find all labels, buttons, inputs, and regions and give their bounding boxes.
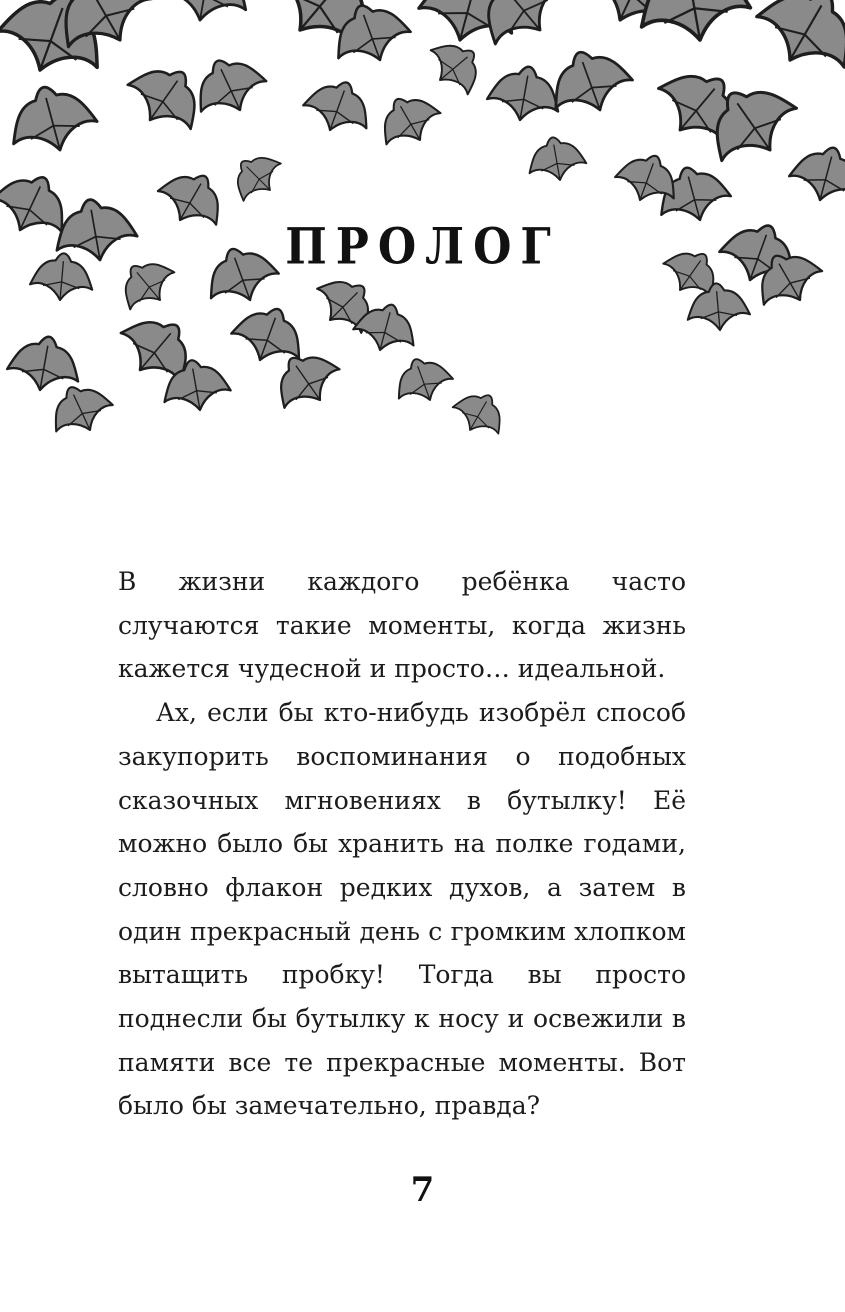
- body-text: [118, 560, 686, 1128]
- chapter-title: ПРОЛОГ: [285, 218, 560, 277]
- paragraph: В жизни каждого ребёнка часто случаются такие моменты, когда жизнь кажется чудесной и просто… идеальной.: [118, 567, 686, 684]
- page-number: 7: [410, 1170, 435, 1210]
- paragraph: Ах, если бы кто-нибудь изобрёл способ закупорить воспоминания о подобных сказочных мгновениях в бутылку! Её можно было бы хранить на полке годами, словно флакон редких духов, а затем в один прекрасный день с громким хлопком вытащить пробку! Тогда вы просто поднесли бы бутылку к носу и освежили в памяти все те прекрасные моменты. Вот было бы замечательно, правда?: [118, 698, 686, 1121]
